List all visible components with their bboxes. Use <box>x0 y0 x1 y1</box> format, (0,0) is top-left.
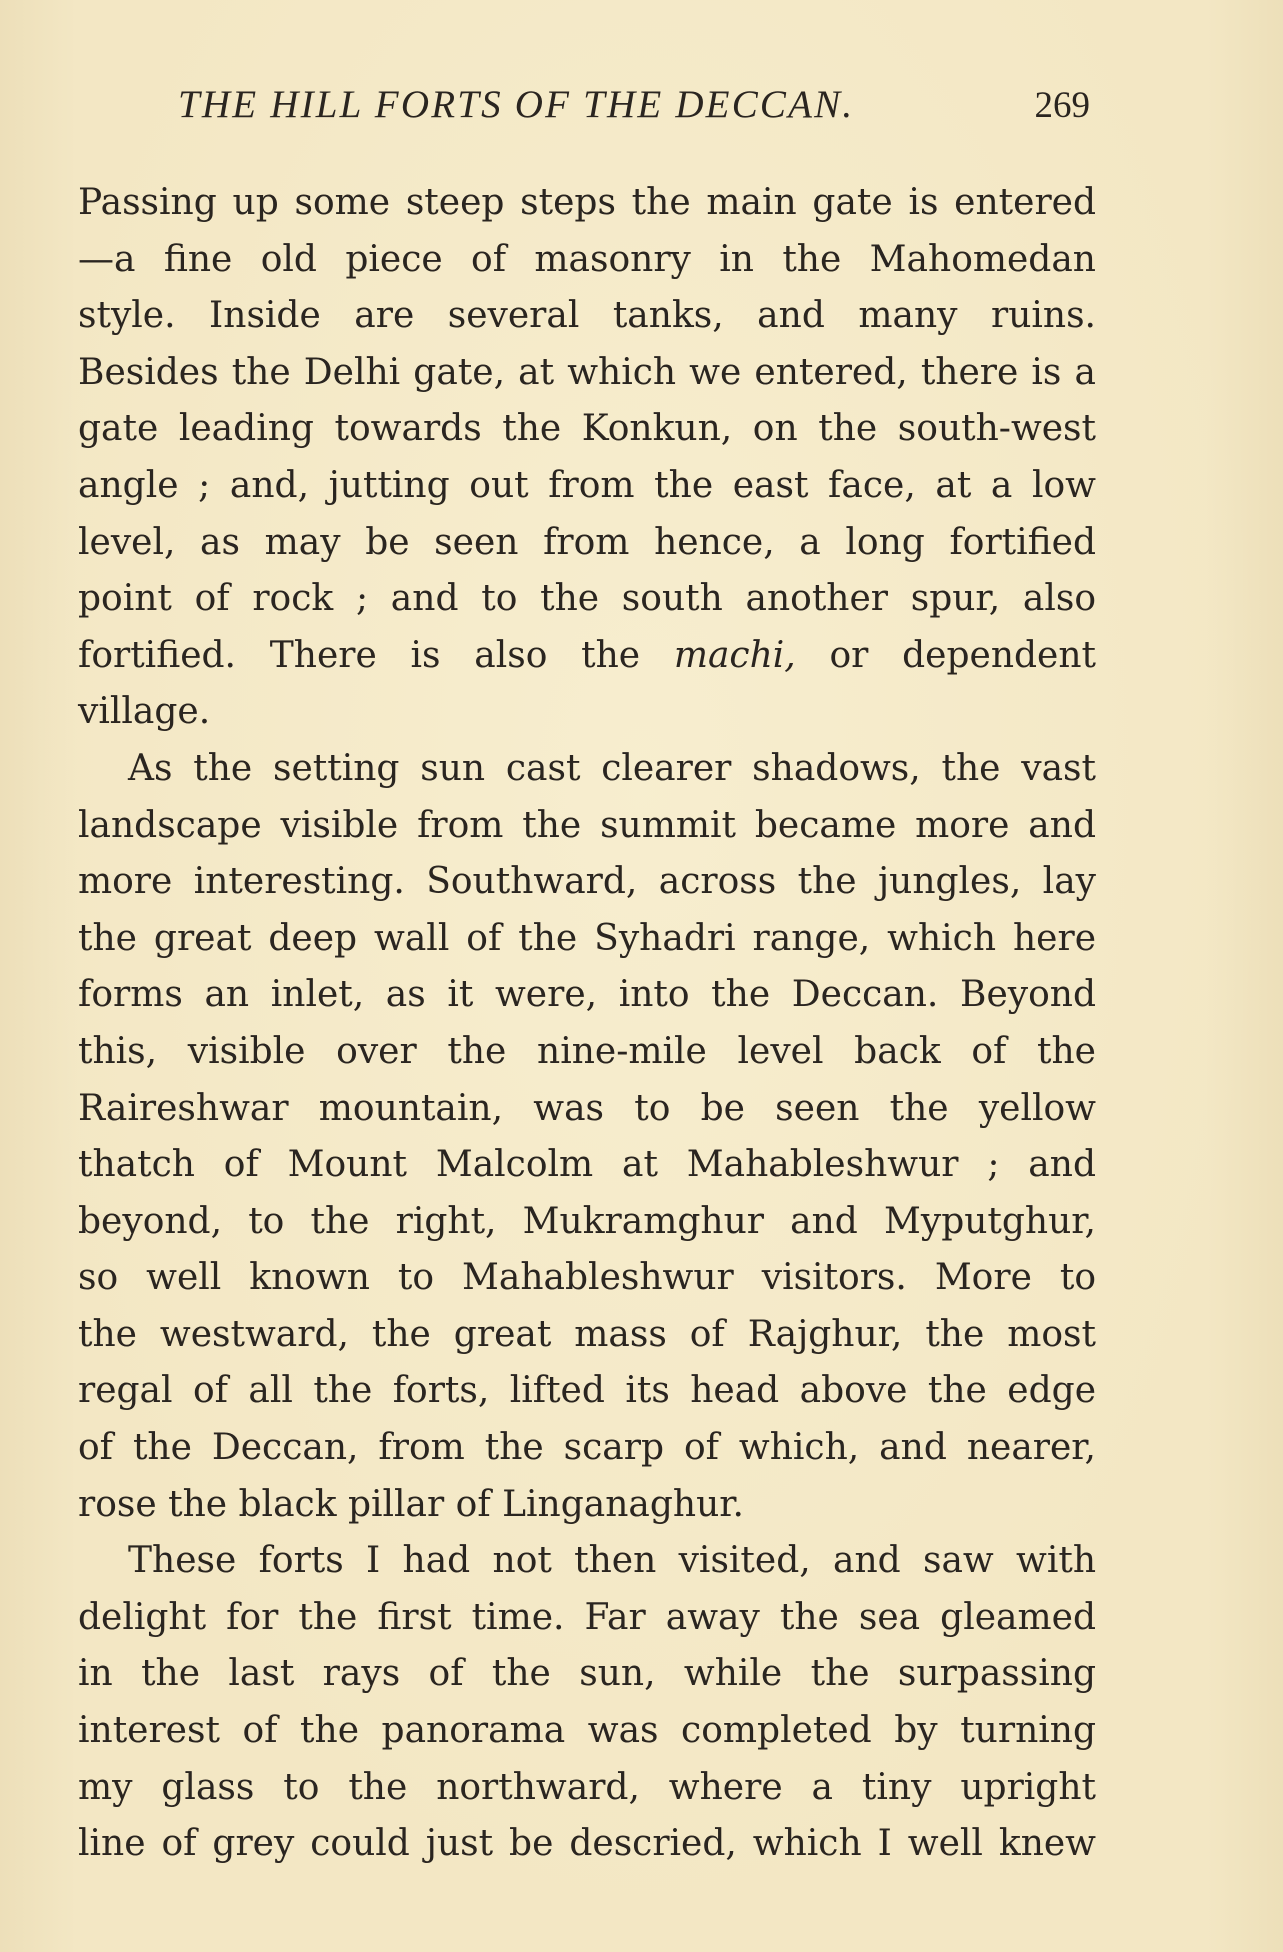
text-line: style. Inside are several tanks, and many ruins. <box>78 295 1096 337</box>
paragraph-2 <box>78 741 1096 1533</box>
text-line: angle ; and, jutting out from the east face, at a low <box>78 464 1096 506</box>
body-text <box>78 175 1096 1873</box>
text-line: the westward, the great mass of Rajghur, the most <box>78 1313 1096 1355</box>
text-line: beyond, to the right, Mukramghur and Myputghur, <box>78 1200 1096 1242</box>
paragraph-1 <box>78 175 1096 741</box>
text-line: Passing up some steep steps the main gate is entered <box>78 182 1096 223</box>
text-line: line of grey could just be descried, which I well knew <box>78 1823 1096 1865</box>
text-line: my glass to the northward, where a tiny upright <box>78 1766 1096 1808</box>
text-line: level, as may be seen from hence, a long fortified <box>78 521 1096 563</box>
text-line: interest of the panorama was completed by turning <box>78 1710 1096 1752</box>
text-line: the great deep wall of the Syhadri range, which here <box>78 917 1096 959</box>
text-line: so well known to Mahableshwur visitors. More to <box>78 1257 1096 1299</box>
text-line: Raireshwar mountain, was to be seen the yellow <box>78 1087 1096 1129</box>
text-line: regal of all the forts, lifted its head above the edge <box>78 1370 1096 1412</box>
paragraph-3 <box>78 1533 1096 1873</box>
text-line: gate leading towards the Konkun, on the south-west <box>78 408 1096 450</box>
text-line: —a fine old piece of masonry in the Mahomedan <box>78 238 1096 280</box>
italic-term: machi, <box>673 634 796 676</box>
text-line: thatch of Mount Malcolm at Mahableshwur ; and <box>78 1144 1096 1186</box>
text-line-with-italic <box>78 628 1096 685</box>
text-line: this, visible over the nine-mile level back of the <box>78 1030 1096 1072</box>
text-line: landscape visible from the summit became more and <box>78 804 1096 846</box>
running-title: THE HILL FORTS OF THE DECCAN. <box>178 83 855 126</box>
text-line: of the Deccan, from the scarp of which, and nearer, <box>78 1427 1096 1469</box>
text-line: forms an inlet, as it were, into the Deccan. Beyond <box>78 974 1096 1016</box>
text-line: rose the black pillar of Linganaghur. <box>78 1483 744 1525</box>
text-line: These forts I had not then visited, and saw with <box>128 1540 1096 1582</box>
text-line: more interesting. Southward, across the jungles, lay <box>78 861 1096 903</box>
text-run: or dependent <box>795 634 1097 676</box>
text-line: in the last rays of the sun, while the surpassing <box>78 1653 1096 1695</box>
text-line: Besides the Delhi gate, at which we entered, there is a <box>78 351 1096 393</box>
text-line: As the setting sun cast clearer shadows, the vast <box>128 747 1096 789</box>
text-line: village. <box>78 691 211 733</box>
running-head <box>78 82 1090 132</box>
text-line: point of rock ; and to the south another spur, also <box>78 578 1096 620</box>
text-line: delight for the first time. Far away the sea gleamed <box>78 1596 1096 1638</box>
text-run: fortified. There is also the <box>78 634 674 676</box>
page-number: 269 <box>1034 85 1090 126</box>
